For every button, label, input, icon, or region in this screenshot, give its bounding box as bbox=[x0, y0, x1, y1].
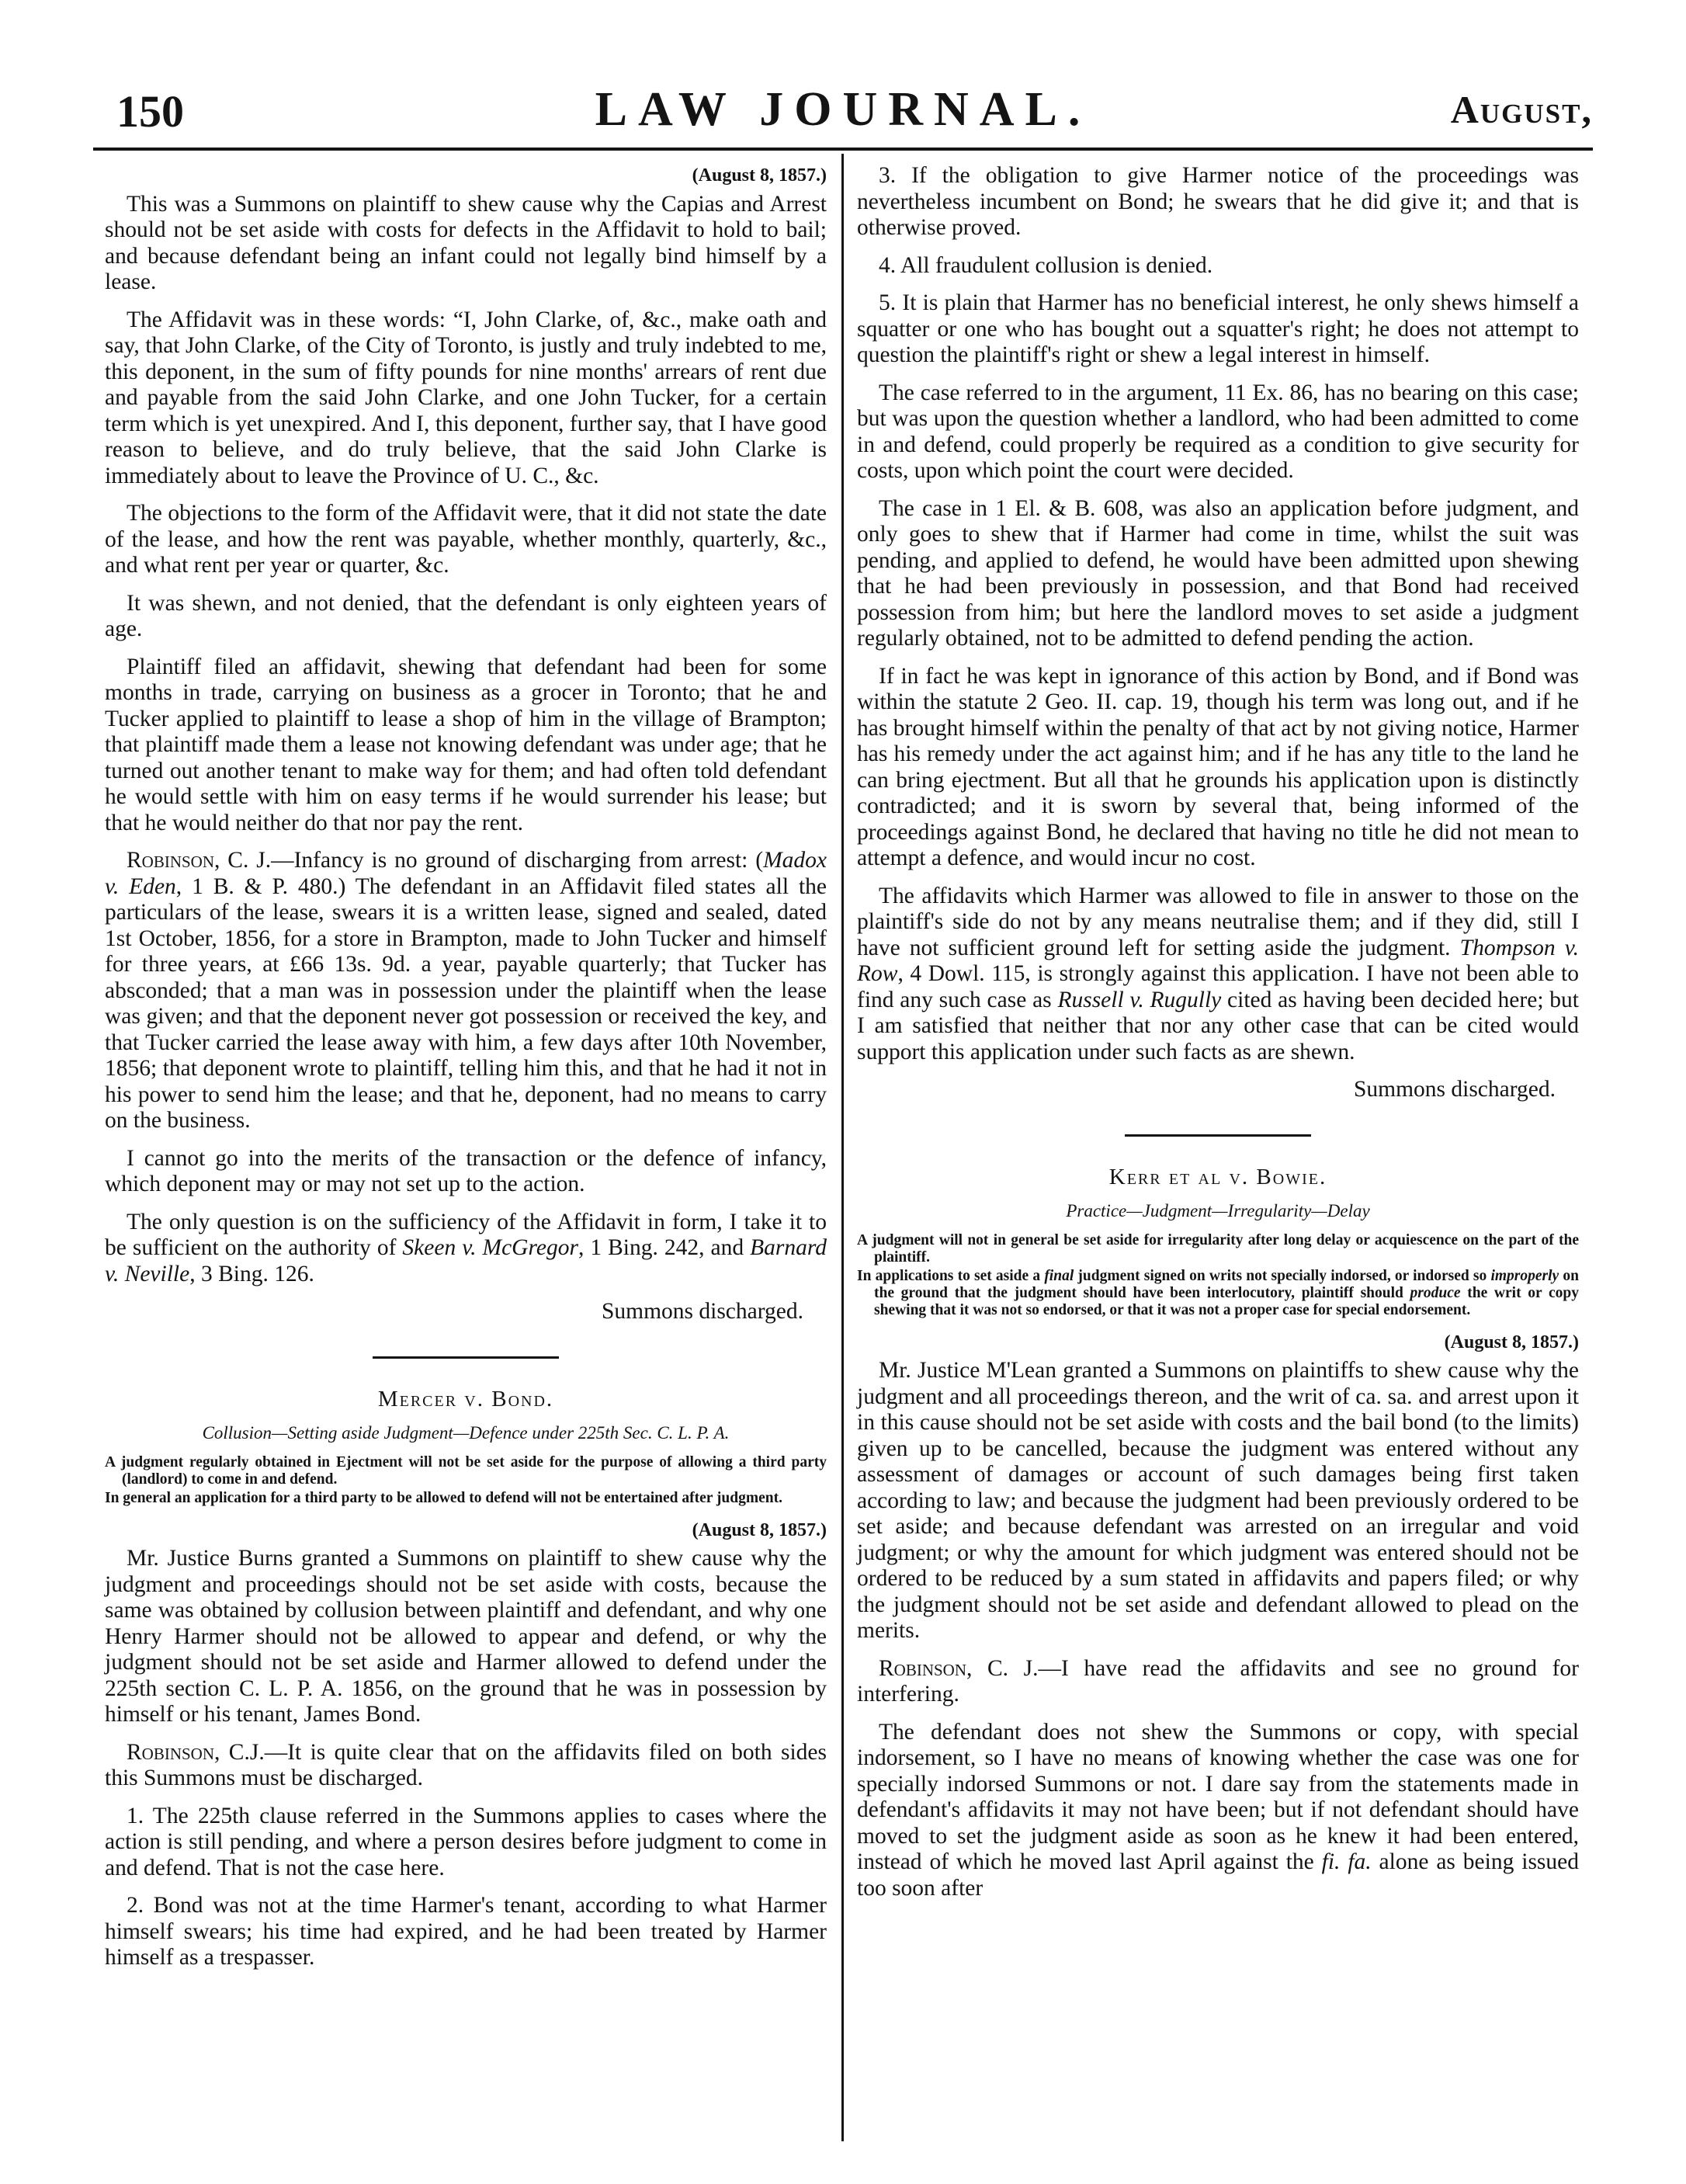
case3-paragraph: Mr. Justice M'Lean granted a Summons on plaintiffs to shew cause why the judgment and all proceedings thereon, and the writ of ca. sa. and arrest upon it in this cause should not be set aside with costs and the bail bond (to the limits) given up to be cancelled, because the judgment was entered without any assessment of damages or account of such damages being first taken according to law; and because the judgment had been previously ordered to be set aside; and because defendant was arrested on an irregular and void judgment; or why the amount for which judgment was entered should not be ordered to be reduced by a sum stated in affidavits and papers filed; or why the judgment should not be set aside and defendant allowed to plead on the merits. bbox=[857, 1358, 1579, 1643]
case-citation: Skeen v. McGregor bbox=[402, 1235, 578, 1260]
section-divider bbox=[1125, 1134, 1311, 1137]
page-number: 150 bbox=[116, 86, 184, 137]
case2-point: 4. All fraudulent collusion is denied. bbox=[879, 252, 1213, 278]
case1-paragraph: The Affidavit was in these words: “I, John Clarke, of, &c., make oath and say, that John Clarke, of the City of Toronto, is justly and truly indebted to me, this deponent, in the sum of fifty pounds for nine months' arrears of rent due and payable from the said John Clarke, and one John Tucker, for a certain term which is yet unexpired. And I, this deponent, further say, that I have good reason to believe, and do truly believe, that the said John Clarke is immediately about to leave the Province of U. C., &c. bbox=[105, 307, 827, 488]
case3-headnote: In applications to set aside a final judgment signed on writs not specially indorsed, or indorsed so improperly on the ground that the judgment should have been interlocutory, plaintiff should produce the writ or copy shewing that it was not so endorsed, or that it was not a proper case for special endorsement. bbox=[857, 1267, 1579, 1318]
case1-result: Summons discharged. bbox=[601, 1299, 803, 1324]
case1-judgment-paragraph: Robinson, C. J.—Infancy is no ground of discharging from arrest: (Madox v. Eden, 1 B. & P. 480.) The defendant in an Affidavit filed states all the particulars of the lease, swears it is a written lease, signed and sealed, dated 1st October, 1856, for a store in Brampton, made to John Tucker and himself for three years, at £66 13s. 9d. a year, payable quarterly; that Tucker has absconded; that a man was in possession under the plaintiff when the lease was given; and that the deponent never got possession or received the key, and that Tucker carried the lease away with him, a few days after 10th November, 1856; that deponent wrote to plaintiff, telling him this, and that he had it not in his power to send him the lease; and that he, deponent, had no means to carry on the business. bbox=[105, 848, 827, 1133]
case2-judgment-paragraph: Robinson, C.J.—It is quite clear that on the affidavits filed on both sides this Summons must be discharged. bbox=[105, 1739, 827, 1790]
case2-paragraph: The case in 1 El. & B. 608, was also an application before judgment, and only goes to shew that if Harmer had come in time, whilst the suit was pending, and applied to defend, he would have been admitted upon shewing that he had been previously in possession, and that Bond had received possession from him; but here the landlord moves to set aside a judgment regularly obtained, not to be admitted to defend pending the action. bbox=[857, 495, 1579, 651]
case2-headnote: A judgment regularly obtained in Ejectment will not be set aside for the purpose of allowing a third party (landlord) to come in and defend. bbox=[105, 1453, 827, 1488]
case2-headnote: In general an application for a third party to be allowed to defend will not be entertained after judgment. bbox=[105, 1489, 782, 1506]
case2-paragraph: The affidavits which Harmer was allowed to file in answer to those on the plaintiff's side do not by any means neutralise them; and if they did, still I have not sufficient ground left for setting aside the judgment. Thompson v. Row, 4 Dowl. 115, is strongly against this application. I have not been able to find any such case as Russell v. Rugully cited as having been decided here; but I am satisfied that neither that nor any other case that can be cited would support this application under such facts as are shewn. bbox=[857, 883, 1579, 1064]
column-divider bbox=[841, 154, 844, 2141]
case2-point: 5. It is plain that Harmer has no beneficial interest, he only shews himself a squatter or one who has bought out a squatter's right; he does not attempt to question the plaintiff's right or shew a legal interest in himself. bbox=[857, 290, 1579, 367]
judge-name: Robinson bbox=[879, 1655, 967, 1681]
case2-paragraph: If in fact he was kept in ignorance of this action by Bond, and if Bond was within the statute 2 Geo. II. cap. 19, though his term was long out, and if he has brought himself within the penalty of that act by not giving notice, Harmer has his remedy under the act against him; and if he has any title to the land he can bring ejectment. But all that he grounds his application upon is distinctly contradicted; and it is sworn by several that, being informed of the proceedings against Bond, he declared that having no title he did not mean to attempt a defence, and would incur no cost. bbox=[857, 663, 1579, 870]
header-rule bbox=[93, 148, 1593, 151]
case1-paragraph: The objections to the form of the Affidavit were, that it did not state the date of the lease, and how the rent was payable, whether monthly, quarterly, &c., and what rent per year or quarter, &c. bbox=[105, 501, 827, 578]
judge-name: Robinson bbox=[127, 848, 215, 873]
case2-subtitle: Collusion—Setting aside Judgment—Defence under 225th Sec. C. L. P. A. bbox=[202, 1423, 730, 1443]
judge-name: Robinson bbox=[127, 1739, 215, 1765]
case2-point: 1. The 225th clause referred in the Summons applies to cases where the action is still pending, and where a person desires before judgment to come in and defend. That is not the case here. bbox=[105, 1803, 827, 1880]
case2-date: (August 8, 1857.) bbox=[692, 1519, 827, 1540]
case-citation: Madox v. Eden bbox=[105, 848, 827, 899]
case3-judgment-paragraph: Robinson, C. J.—I have read the affidavits and see no ground for interfering. bbox=[857, 1655, 1579, 1707]
right-column bbox=[857, 163, 1579, 1913]
case2-paragraph: The case referred to in the argument, 11 Ex. 86, has no bearing on this case; but was upon the question whether a landlord, who had been admitted to come in and defend, could properly be required as a condition to give security for costs, upon which point the court were decided. bbox=[857, 380, 1579, 483]
case1-paragraph: Plaintiff filed an affidavit, shewing that defendant had been for some months in trade, carrying on business as a grocer in Toronto; that he and Tucker applied to plaintiff to lease a shop of him in the village of Brampton; that plaintiff made them a lease not knowing defendant was under age; that he turned out another tenant to make way for them; and had often told defendant he would settle with him on easy terms if he would surrender his lease; but that he would neither do that nor pay the rent. bbox=[105, 654, 827, 835]
case3-title: Kerr et al v. Bowie. bbox=[1108, 1164, 1327, 1189]
case3-paragraph: The defendant does not shew the Summons or copy, with special indorsement, so I have no means of knowing whether the case was one for specially indorsed Summons or not. I dare say from the statements made in defendant's affidavits it may not have been; but if not defendant should have moved to set the judgment aside as soon as he knew it had been entered, instead of which he moved last April against the fi. fa. alone as being issued too soon after bbox=[857, 1719, 1579, 1901]
case2-point: 3. If the obligation to give Harmer notice of the proceedings was nevertheless incumbent on Bond; he swears that he did give it; and that is otherwise proved. bbox=[857, 163, 1579, 240]
case-citation: Barnard v. Neville bbox=[105, 1235, 827, 1286]
case3-headnote: A judgment will not in general be set aside for irregularity after long delay or acquiescence on the part of the plaintiff. bbox=[857, 1231, 1579, 1266]
running-header bbox=[93, 78, 1593, 140]
section-divider bbox=[373, 1356, 559, 1359]
case1-date: (August 8, 1857.) bbox=[692, 165, 827, 186]
case1-paragraph: I cannot go into the merits of the transaction or the defence of infancy, which deponent may or may not set up to the action. bbox=[105, 1145, 827, 1196]
case1-paragraph: The only question is on the sufficiency of the Affidavit in form, I take it to be sufficient on the authority of Skeen v. McGregor, 1 Bing. 242, and Barnard v. Neville, 3 Bing. 126. bbox=[105, 1209, 827, 1286]
case-citation: Thompson v. Row bbox=[857, 935, 1579, 986]
case2-title: Mercer v. Bond. bbox=[377, 1386, 554, 1411]
case2-result: Summons discharged. bbox=[1353, 1077, 1556, 1102]
case1-paragraph: It was shewn, and not denied, that the defendant is only eighteen years of age. bbox=[105, 590, 827, 641]
left-column bbox=[105, 163, 827, 1983]
case3-subtitle: Practice—Judgment—Irregularity—Delay bbox=[1066, 1201, 1370, 1220]
case-citation: Russell v. Rugully bbox=[1057, 987, 1222, 1012]
case2-paragraph: Mr. Justice Burns granted a Summons on plaintiff to shew cause why the judgment and proceedings should not be set aside with costs, because the same was obtained by collusion between plaintiff and defendant, and why one Henry Harmer should not be allowed to appear and defend, or why the judgment should not be set aside and Harmer allowed to defend under the 225th section C. L. P. A. 1856, on the ground that he was in possession by himself or his tenant, James Bond. bbox=[105, 1546, 827, 1727]
case2-point: 2. Bond was not at the time Harmer's tenant, according to what Harmer himself swears; his time had expired, and he had been treated by Harmer himself as a trespasser. bbox=[105, 1893, 827, 1970]
header-month: August, bbox=[1450, 88, 1593, 131]
journal-title: LAW JOURNAL. bbox=[595, 83, 1091, 136]
case3-date: (August 8, 1857.) bbox=[1444, 1332, 1579, 1352]
case1-paragraph: This was a Summons on plaintiff to shew cause why the Capias and Arrest should not be set aside with costs for defects in the Affidavit to hold to bail; and because defendant being an infant could not legally bind himself by a lease. bbox=[105, 191, 827, 294]
